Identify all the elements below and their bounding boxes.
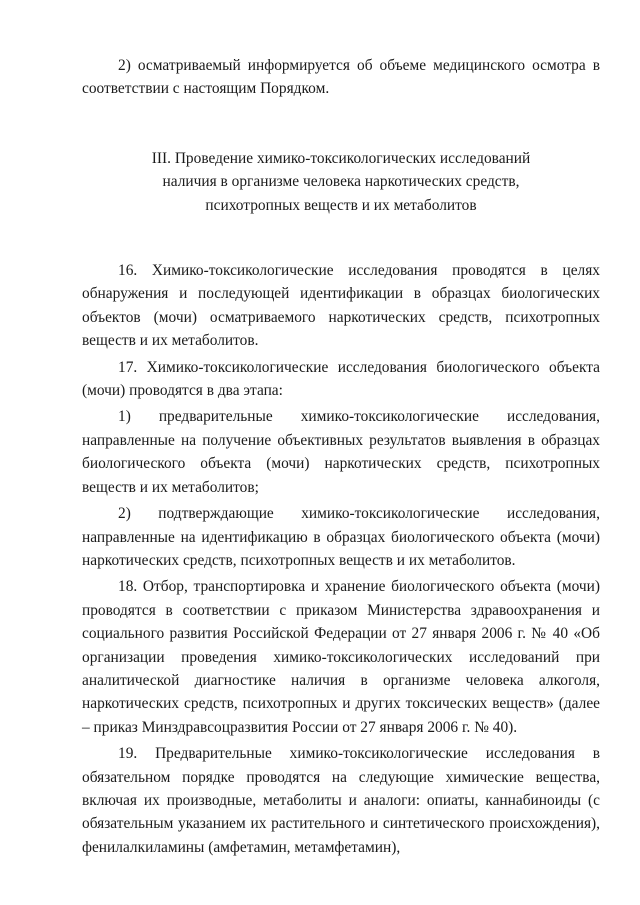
section-heading-line-1: III. Проведение химико-токсикологических исследований — [151, 149, 531, 167]
section-heading-line-2: наличия в организме человека наркотических средств, — [162, 173, 520, 191]
paragraph-19: 19. Предварительные химико-токсикологические исследования в обязательном порядке проводятся на следующие химические вещества, включая их производные, метаболиты и аналоги: опиаты, каннабиноиды (с обязательным указанием их растительного и синтетического происхождения), фенилалкиламины (амфетамин, метамфетамин), — [82, 745, 600, 856]
paragraph-17-item-1: 1) предварительные химико-токсикологические исследования, направленные на получение объективных результатов выявления в образцах биологического объекта (мочи) наркотических средств, психотропных веществ и их метаболитов; — [82, 408, 600, 496]
section-heading-line-3: психотропных веществ и их метаболитов — [205, 196, 477, 214]
document-page — [82, 54, 600, 859]
paragraph-16: 16. Химико-токсикологические исследования проводятся в целях обнаружения и последующей идентификации в образцах биологических объектов (мочи) осматриваемого наркотических средств, психотропных веществ и их метаболитов. — [82, 262, 600, 350]
paragraph-18: 18. Отбор, транспортировка и хранение биологического объекта (мочи) проводятся в соответствии с приказом Министерства здравоохранения и социального развития Российской Федерации от 27 января 2006 г. № 40 «Об организации проведения химико-токсикологических исследований при аналитической диагностике наличия в организме человека алкоголя, наркотических средств, психотропных и других токсических веществ» (далее – приказ Минздравсоцразвития России от 27 января 2006 г. № 40). — [82, 578, 600, 736]
section-heading — [82, 147, 600, 217]
paragraph-17: 17. Химико-токсикологические исследования биологического объекта (мочи) проводятся в два этапа: — [82, 358, 600, 400]
paragraph-17-item-2: 2) подтверждающие химико-токсикологические исследования, направленные на идентификацию в образцах биологического объекта (мочи) наркотических средств, психотропных веществ и их метаболитов. — [82, 505, 600, 569]
intro-paragraph: 2) осматриваемый информируется об объеме медицинского осмотра в соответствии с настоящим Порядком. — [82, 57, 600, 98]
